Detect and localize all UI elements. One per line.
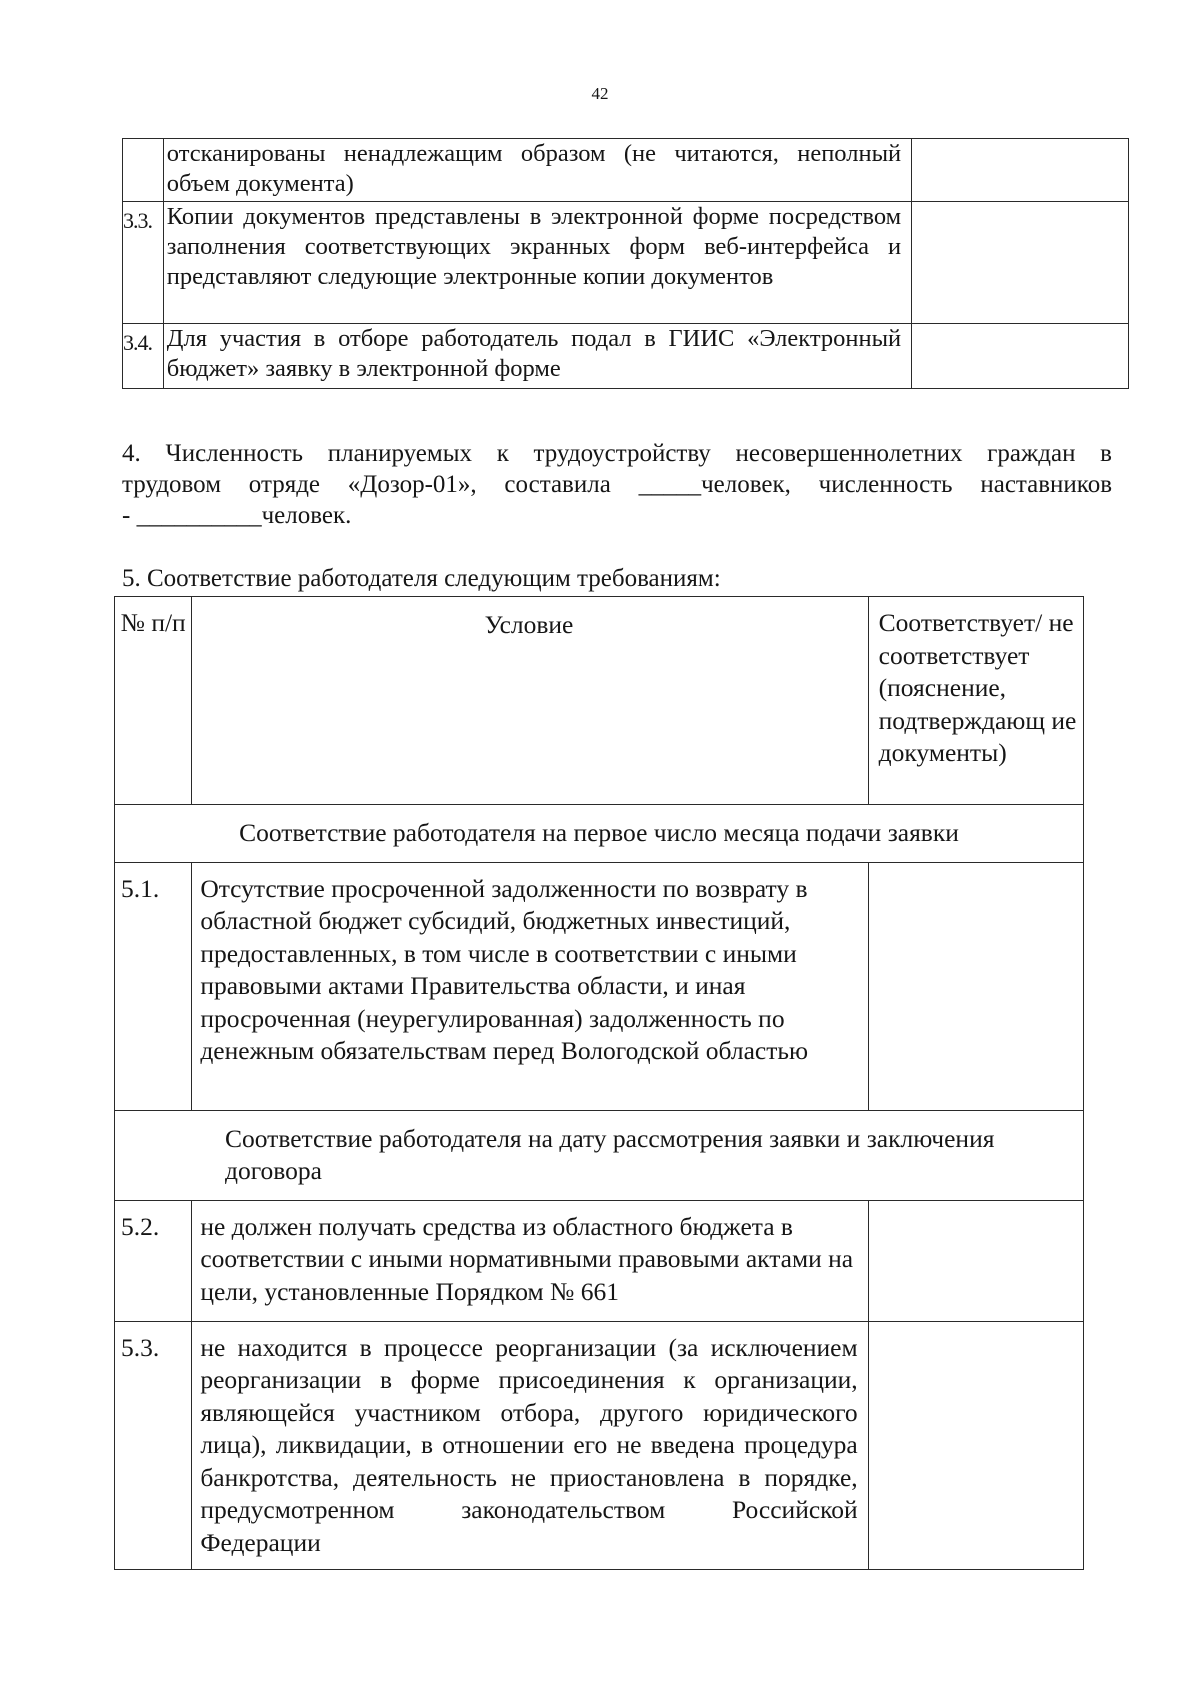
row-number: 5.2. [115,1200,192,1321]
header-result: Соответствует/ не соответствует (пояснение, подтверждающ ие документы) [868,597,1083,805]
table-row [115,1200,1084,1321]
requirements-table-section-3 [122,138,1129,389]
row-text: не должен получать средства из областного бюджета в соответствии с иными нормативными правовыми актами на цели, установленные Порядком № 661 [192,1200,868,1321]
row-text: не находится в процессе реорганизации (за исключением реорганизации в форме присоединения к организации, являющейся участником отбора, другого юридического лица), ликвидации, в отношении его не введена процедура банкротства, деятельность не приостановлена в порядке, предусмотренном законодательством Российской Федерации [192,1321,868,1570]
page-number: 42 [591,84,609,103]
row-text: Для участия в отборе работодатель подал в ГИИС «Электронный бюджет» заявку в электронной форме [163,324,911,389]
row-text: Копии документов представлены в электронной форме посредством заполнения соответствующих экранных форм веб-интерфейса и представляют следующие электронные копии документов [163,202,911,324]
table-row [115,1321,1084,1570]
section-heading-review-date: Соответствие работодателя на дату рассмотрения заявки и заключения договора [115,1110,1084,1200]
header-condition: Условие [192,597,868,805]
table-row [123,324,1129,389]
row-number: 5.3. [115,1321,192,1570]
row-result-cell [868,862,1083,1110]
paragraph-4 [122,438,1112,531]
row-number: 3.4. [123,324,164,389]
row-text: отсканированы ненадлежащим образом (не читаются, неполный объем документа) [163,139,911,202]
row-result-cell [912,202,1129,324]
paragraph-4-line-3: - __________человек. [122,502,352,529]
requirements-table-section-5 [114,596,1084,1570]
table-row [115,862,1084,1110]
row-number: 3.3. [123,202,164,324]
header-number: № п/п [115,597,192,805]
section-row [115,805,1084,863]
paragraph-5-heading: 5. Соответствие работодателя следующим требованиям: [122,565,721,592]
paragraph-4-line-2: трудовом отряде «Дозор-01», составила _____человек, численность наставников [122,471,1112,498]
row-result-cell [868,1321,1083,1570]
paragraph-4-line-1: 4. Численность планируемых к трудоустройству несовершеннолетних граждан в [122,440,1112,467]
row-number [123,139,164,202]
row-number: 5.1. [115,862,192,1110]
section-row [115,1110,1084,1200]
row-text: Отсутствие просроченной задолженности по возврату в областной бюджет субсидий, бюджетных инвестиций, предоставленных, в том числе в соответствии с иными правовыми актами Правительства области, и иная просроченная (неурегулированная) задолженность по денежным обязательствам перед Вологодской областью [192,862,868,1110]
table-header-row [115,597,1084,805]
row-result-cell [912,139,1129,202]
section-heading-first-day: Соответствие работодателя на первое число месяца подачи заявки [115,805,1084,863]
row-result-cell [912,324,1129,389]
row-result-cell [868,1200,1083,1321]
table-row [123,139,1129,202]
table-row [123,202,1129,324]
